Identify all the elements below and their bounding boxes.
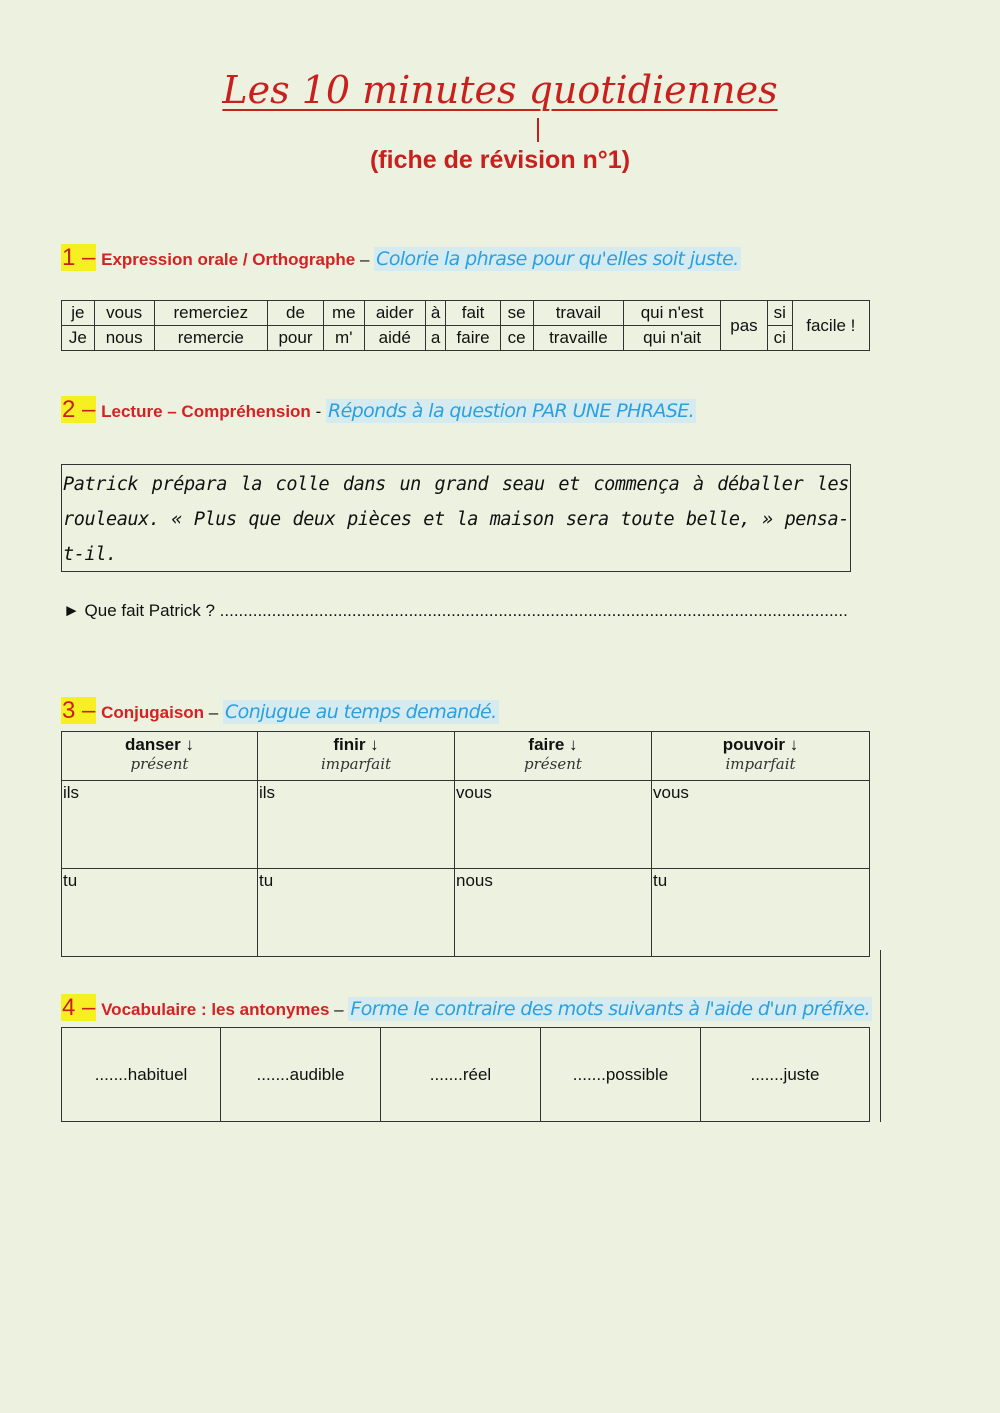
word-cell[interactable]: nous	[94, 326, 154, 351]
word-cell[interactable]: fait	[446, 301, 500, 326]
word-cell[interactable]: vous	[94, 301, 154, 326]
verb-header: faire ↓ présent	[455, 732, 652, 781]
word-cell[interactable]: qui n'ait	[624, 326, 721, 351]
word-cell[interactable]: pour	[268, 326, 324, 351]
word-cell[interactable]: aidé	[364, 326, 425, 351]
antonym-table	[61, 1027, 870, 1122]
conjugation-table	[61, 731, 870, 957]
word-cell[interactable]: remerciez	[154, 301, 268, 326]
word-cell[interactable]: ce	[500, 326, 533, 351]
antonym-cell[interactable]: .......réel	[381, 1028, 541, 1122]
section1-number: 1 –	[62, 244, 96, 271]
conjugation-cell[interactable]: ils	[258, 781, 455, 869]
conjugation-cell[interactable]: tu	[258, 869, 455, 957]
section3-number: 3 –	[62, 697, 96, 724]
section1-instruction: Colorie la phrase pour qu'elles soit juste.	[376, 248, 739, 270]
section3-heading: 3 – Conjugaison – Conjugue au temps demandé.	[62, 697, 497, 724]
sentence-choice-table	[61, 300, 870, 351]
section4-instruction: Forme le contraire des mots suivants à l'aide d'un préfixe.	[350, 998, 870, 1020]
reading-passage: Patrick prépara la colle dans un grand seau et commença à déballer les rouleaux. « Plus que deux pièces et la maison sera toute belle, » pensa-t-il.	[61, 464, 851, 572]
conjugation-cell[interactable]: vous	[652, 781, 870, 869]
word-cell[interactable]: qui n'est	[624, 301, 721, 326]
section2-number: 2 –	[62, 396, 96, 423]
word-cell[interactable]: de	[268, 301, 324, 326]
section4-number: 4 –	[62, 994, 96, 1021]
section4-label: Vocabulaire : les antonymes	[101, 1000, 330, 1019]
margin-line	[880, 950, 881, 1122]
word-cell[interactable]: faire	[446, 326, 500, 351]
section2-label: Lecture – Compréhension	[101, 402, 311, 421]
word-cell[interactable]: si	[767, 301, 792, 326]
verb-header: danser ↓ présent	[62, 732, 258, 781]
word-cell[interactable]: à	[425, 301, 446, 326]
conjugation-cell[interactable]: tu	[62, 869, 258, 957]
conjugation-cell[interactable]: ils	[62, 781, 258, 869]
verb-header: pouvoir ↓ imparfait	[652, 732, 870, 781]
page-subtitle: (fiche de révision n°1)	[369, 146, 631, 174]
section3-instruction: Conjugue au temps demandé.	[225, 701, 497, 723]
conjugation-cell[interactable]: tu	[652, 869, 870, 957]
verb-header: finir ↓ imparfait	[258, 732, 455, 781]
word-cell[interactable]: se	[500, 301, 533, 326]
section2-heading: 2 – Lecture – Compréhension - Réponds à la question PAR UNE PHRASE.	[62, 396, 695, 423]
word-cell[interactable]: ci	[767, 326, 792, 351]
question-answer-line[interactable]: ► Que fait Patrick ? .....................................................................................................................................	[63, 601, 848, 620]
antonym-cell[interactable]: .......audible	[221, 1028, 381, 1122]
word-cell[interactable]: Je	[62, 326, 95, 351]
word-cell[interactable]: remercie	[154, 326, 268, 351]
antonym-cell[interactable]: .......habituel	[62, 1028, 221, 1122]
section2-instruction: Réponds à la question PAR UNE PHRASE.	[327, 400, 695, 422]
word-cell[interactable]: me	[323, 301, 364, 326]
conjugation-cell[interactable]: nous	[455, 869, 652, 957]
word-cell[interactable]: je	[62, 301, 95, 326]
word-cell[interactable]: a	[425, 326, 446, 351]
word-cell[interactable]: aider	[364, 301, 425, 326]
section3-label: Conjugaison	[101, 703, 205, 722]
word-cell-pas[interactable]: pas	[720, 301, 767, 351]
word-cell-end[interactable]: facile !	[792, 301, 869, 351]
word-cell[interactable]: m'	[323, 326, 364, 351]
section4-heading: 4 – Vocabulaire : les antonymes – Forme le contraire des mots suivants à l'aide d'un préfixe.	[62, 994, 870, 1021]
section1-heading: 1 – Expression orale / Orthographe – Colorie la phrase pour qu'elles soit juste.	[62, 244, 739, 271]
conjugation-cell[interactable]: vous	[455, 781, 652, 869]
word-cell[interactable]: travail	[533, 301, 624, 326]
antonym-cell[interactable]: .......juste	[701, 1028, 870, 1122]
antonym-cell[interactable]: .......possible	[541, 1028, 701, 1122]
word-cell[interactable]: travaille	[533, 326, 624, 351]
page-title: Les 10 minutes quotidiennes	[222, 68, 778, 112]
section1-label: Expression orale / Orthographe	[101, 250, 356, 269]
title-decoration	[537, 118, 539, 142]
